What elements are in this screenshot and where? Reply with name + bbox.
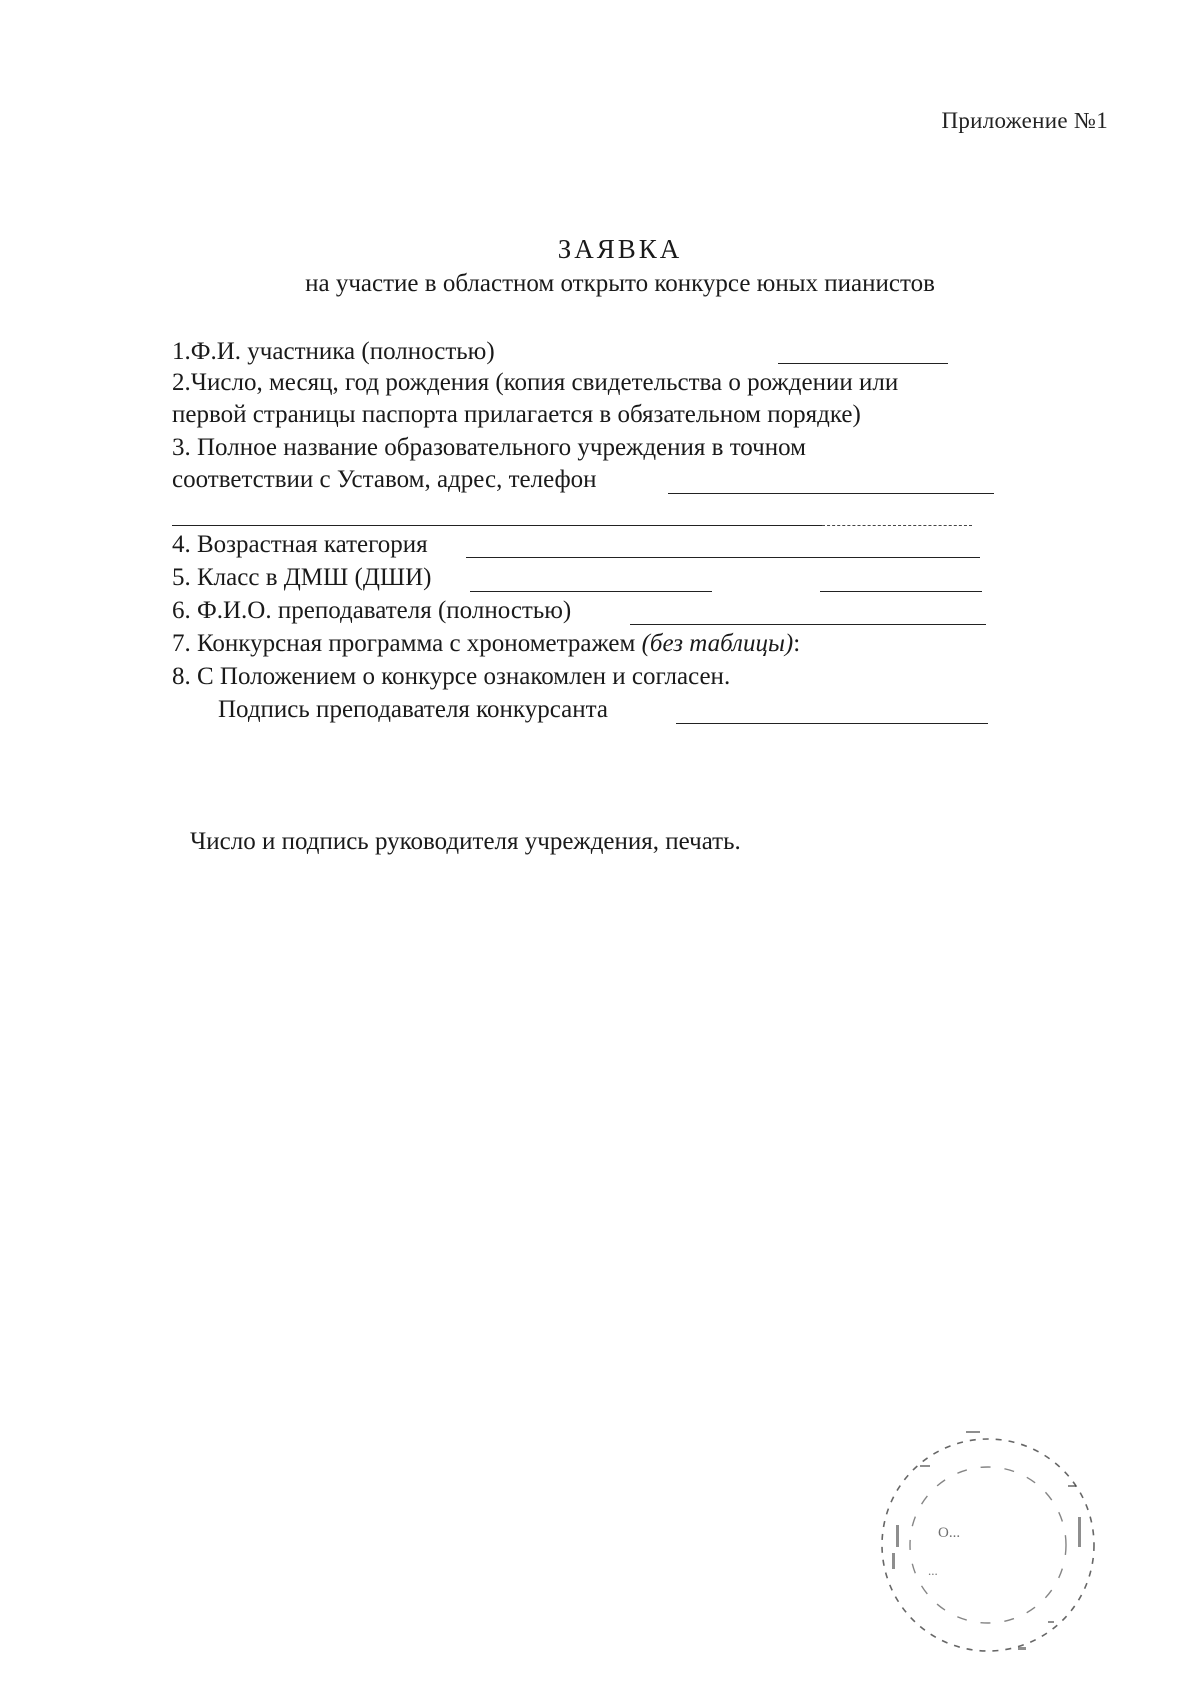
form-title: ЗАЯВКА: [557, 234, 683, 264]
item-teacher-name: 6. Ф.И.О. преподавателя (полностью): [172, 597, 572, 624]
item-age-category: 4. Возрастная категория: [172, 531, 428, 558]
stamp-text-line2: ...: [928, 1563, 938, 1578]
item-institution-cont: соответствии с Уставом, адрес, телефон: [172, 466, 597, 493]
item-participant-name: 1.Ф.И. участника (полностью): [172, 338, 495, 365]
appendix-label: Приложение №1: [941, 108, 1108, 133]
item-class: 5. Класс в ДМШ (ДШИ): [172, 564, 432, 591]
class-blank-2: [820, 591, 982, 592]
stamp-text-line1: О...: [938, 1525, 961, 1541]
program-label: 7. Конкурсная программа с хронометражем: [172, 630, 642, 657]
item-birth-date-cont: первой страницы паспорта прилагается в обязательном порядке): [172, 401, 861, 428]
age-category-blank: [466, 557, 980, 558]
teacher-name-blank: [630, 624, 986, 625]
participant-name-blank: [778, 363, 948, 364]
item-teacher-signature: Подпись преподавателя конкурсанта: [218, 696, 608, 723]
form-subtitle: на участие в областном открыто конкурсе юных пианистов: [305, 270, 935, 297]
item-program: [172, 629, 800, 659]
program-note: (без таблицы): [641, 630, 794, 657]
item-birth-date: 2.Число, месяц, год рождения (копия свидетельства о рождении или: [172, 369, 899, 396]
institution-blank-line2: [172, 525, 822, 526]
program-colon: :: [793, 630, 801, 657]
institution-blank-line2-tail: [822, 525, 972, 526]
teacher-signature-blank: [676, 723, 988, 724]
director-signoff: Число и подпись руководителя учреждения, печать.: [190, 828, 741, 855]
class-blank: [470, 591, 712, 592]
institution-blank: [668, 493, 994, 494]
official-stamp: [868, 1425, 1108, 1665]
item-agreement: 8. С Положением о конкурсе ознакомлен и согласен.: [172, 663, 731, 690]
item-institution: 3. Полное название образовательного учреждения в точном: [172, 434, 806, 461]
